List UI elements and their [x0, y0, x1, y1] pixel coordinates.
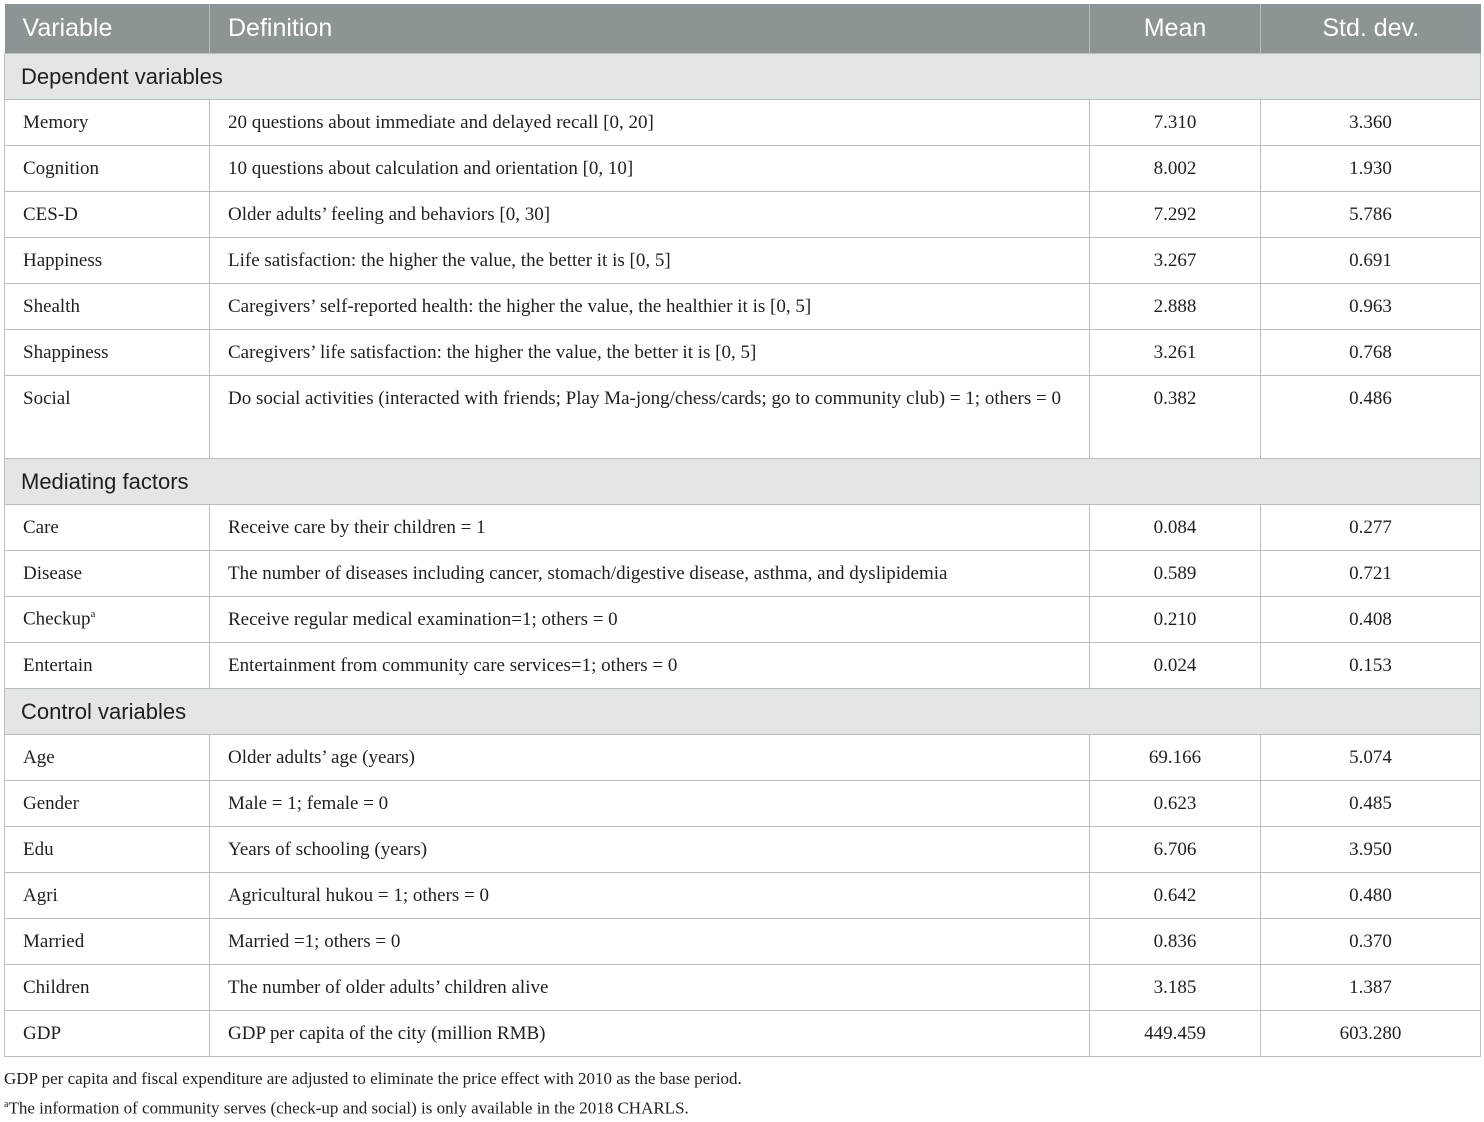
cell-mean: 3.261 [1090, 330, 1261, 376]
header-std-dev: Std. dev. [1261, 4, 1481, 54]
variable-name: Cognition [23, 157, 100, 179]
cell-variable [5, 146, 210, 192]
cell-variable [5, 597, 210, 643]
cell-definition: Life satisfaction: the higher the value, the better it is [0, 5] [210, 238, 1090, 284]
cell-variable [5, 1011, 210, 1057]
variable-name: Memory [23, 111, 89, 133]
cell-std-dev: 5.074 [1261, 735, 1481, 781]
variables-table [4, 4, 1481, 1057]
variable-name: Care [23, 516, 59, 538]
cell-variable [5, 965, 210, 1011]
cell-mean: 0.210 [1090, 597, 1261, 643]
cell-variable [5, 330, 210, 376]
cell-std-dev: 0.721 [1261, 551, 1481, 597]
cell-std-dev: 3.950 [1261, 827, 1481, 873]
section-row [5, 459, 1481, 505]
cell-definition: Entertainment from community care services=1; others = 0 [210, 643, 1090, 689]
cell-std-dev: 603.280 [1261, 1011, 1481, 1057]
cell-definition: Caregivers’ self-reported health: the higher the value, the healthier it is [0, 5] [210, 284, 1090, 330]
cell-std-dev: 1.387 [1261, 965, 1481, 1011]
cell-std-dev: 0.480 [1261, 873, 1481, 919]
cell-variable [5, 100, 210, 146]
cell-mean: 3.185 [1090, 965, 1261, 1011]
cell-mean: 2.888 [1090, 284, 1261, 330]
cell-std-dev: 0.370 [1261, 919, 1481, 965]
variable-name: Children [23, 976, 90, 998]
cell-variable [5, 781, 210, 827]
cell-std-dev: 0.486 [1261, 376, 1481, 459]
cell-std-dev: 0.768 [1261, 330, 1481, 376]
cell-variable [5, 376, 210, 459]
cell-definition: Male = 1; female = 0 [210, 781, 1090, 827]
section-row [5, 689, 1481, 735]
cell-definition: 10 questions about calculation and orientation [0, 10] [210, 146, 1090, 192]
cell-definition: 20 questions about immediate and delayed recall [0, 20] [210, 100, 1090, 146]
cell-definition: Years of schooling (years) [210, 827, 1090, 873]
table-row [5, 238, 1481, 284]
cell-mean: 3.267 [1090, 238, 1261, 284]
table-row [5, 1011, 1481, 1057]
cell-definition: The number of diseases including cancer, stomach/digestive disease, asthma, and dyslipidemia [210, 551, 1090, 597]
header-mean: Mean [1090, 4, 1261, 54]
cell-mean: 0.084 [1090, 505, 1261, 551]
footnote-marker: a [90, 608, 96, 621]
table-row [5, 551, 1481, 597]
variable-name: Age [23, 746, 55, 768]
table-row [5, 597, 1481, 643]
variable-name: Happiness [23, 249, 103, 271]
cell-mean: 0.589 [1090, 551, 1261, 597]
cell-std-dev: 0.153 [1261, 643, 1481, 689]
variable-name: GDP [23, 1022, 62, 1044]
variable-name: Agri [23, 884, 58, 906]
table-row [5, 827, 1481, 873]
table-row [5, 192, 1481, 238]
table-row [5, 873, 1481, 919]
variable-name: Social [23, 388, 71, 409]
cell-definition: Married =1; others = 0 [210, 919, 1090, 965]
table-row [5, 735, 1481, 781]
variable-name: Disease [23, 562, 83, 584]
table-container [4, 4, 1480, 1057]
cell-mean: 449.459 [1090, 1011, 1261, 1057]
cell-mean: 69.166 [1090, 735, 1261, 781]
cell-definition: Older adults’ age (years) [210, 735, 1090, 781]
cell-definition: The number of older adults’ children alive [210, 965, 1090, 1011]
cell-definition: Caregivers’ life satisfaction: the higher the value, the better it is [0, 5] [210, 330, 1090, 376]
section-title: Control variables [5, 689, 1481, 735]
cell-std-dev: 0.485 [1261, 781, 1481, 827]
note-line-2-text: The information of community serves (check-up and social) is only available in the 2018 CHARLS. [8, 1098, 689, 1118]
table-row [5, 146, 1481, 192]
table-row [5, 919, 1481, 965]
table-row [5, 781, 1481, 827]
table-row [5, 505, 1481, 551]
variable-name: Married [23, 930, 85, 952]
cell-definition: Agricultural hukou = 1; others = 0 [210, 873, 1090, 919]
cell-variable [5, 238, 210, 284]
note-line-2 [4, 1092, 742, 1122]
cell-mean: 0.836 [1090, 919, 1261, 965]
cell-variable [5, 827, 210, 873]
cell-mean: 6.706 [1090, 827, 1261, 873]
cell-definition: GDP per capita of the city (million RMB) [210, 1011, 1090, 1057]
cell-definition: Receive regular medical examination=1; others = 0 [210, 597, 1090, 643]
cell-mean: 0.382 [1090, 376, 1261, 459]
cell-variable [5, 873, 210, 919]
table-row [5, 284, 1481, 330]
header-variable: Variable [5, 4, 210, 54]
cell-mean: 7.292 [1090, 192, 1261, 238]
cell-variable [5, 643, 210, 689]
cell-mean: 0.623 [1090, 781, 1261, 827]
section-title: Dependent variables [5, 54, 1481, 100]
cell-mean: 0.642 [1090, 873, 1261, 919]
header-definition: Definition [210, 4, 1090, 54]
note-line-1: GDP per capita and fiscal expenditure are adjusted to eliminate the price effect with 2010 as the base period. [4, 1069, 742, 1088]
cell-definition: Receive care by their children = 1 [210, 505, 1090, 551]
cell-std-dev: 3.360 [1261, 100, 1481, 146]
cell-variable [5, 505, 210, 551]
variable-name: CES-D [23, 203, 78, 225]
table-body [5, 54, 1481, 1057]
cell-variable [5, 284, 210, 330]
variable-name: Shappiness [23, 341, 109, 363]
cell-std-dev: 0.963 [1261, 284, 1481, 330]
variable-name: Entertain [23, 654, 93, 676]
cell-variable [5, 551, 210, 597]
table-header-row [5, 4, 1481, 54]
table-row [5, 376, 1481, 459]
section-title: Mediating factors [5, 459, 1481, 505]
cell-std-dev: 5.786 [1261, 192, 1481, 238]
variable-name: Checkup [23, 608, 91, 630]
cell-definition: Do social activities (interacted with friends; Play Ma-jong/chess/cards; go to community club) = 1; others = 0 [210, 376, 1090, 459]
cell-variable [5, 192, 210, 238]
variable-name: Shealth [23, 295, 80, 317]
table-row [5, 330, 1481, 376]
cell-std-dev: 0.277 [1261, 505, 1481, 551]
variable-name: Gender [23, 792, 79, 814]
cell-std-dev: 0.691 [1261, 238, 1481, 284]
note-footnote-marker: a [4, 1099, 9, 1110]
cell-mean: 8.002 [1090, 146, 1261, 192]
cell-mean: 7.310 [1090, 100, 1261, 146]
cell-variable [5, 919, 210, 965]
cell-std-dev: 1.930 [1261, 146, 1481, 192]
table-row [5, 100, 1481, 146]
variable-name: Edu [23, 838, 54, 860]
cell-variable [5, 735, 210, 781]
table-row [5, 643, 1481, 689]
cell-mean: 0.024 [1090, 643, 1261, 689]
section-row [5, 54, 1481, 100]
cell-definition: Older adults’ feeling and behaviors [0, 30] [210, 192, 1090, 238]
table-notes [4, 1066, 742, 1122]
table-row [5, 965, 1481, 1011]
cell-std-dev: 0.408 [1261, 597, 1481, 643]
